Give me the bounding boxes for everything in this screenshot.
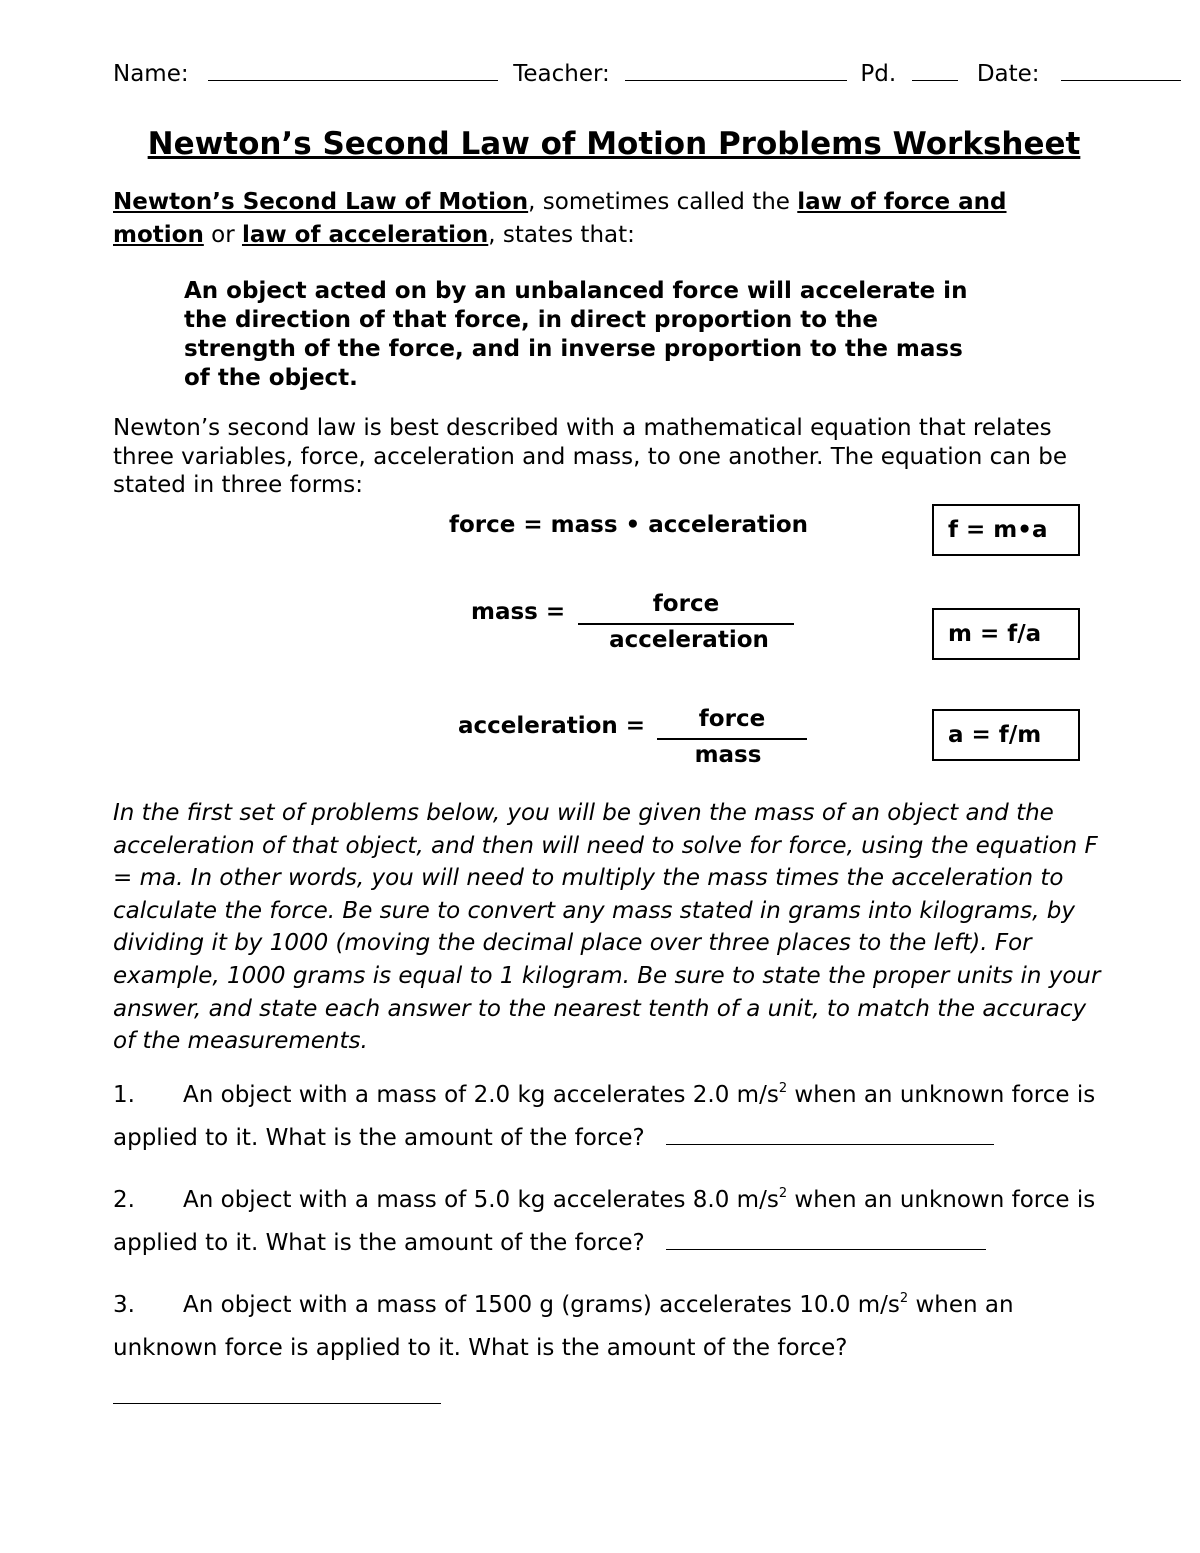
name-field[interactable] (208, 60, 498, 81)
superscript: 2 (899, 1291, 909, 1306)
intro-text-1: , sometimes called the (528, 189, 798, 215)
date-label: Date: (976, 61, 1040, 87)
mass-numerator: force (652, 591, 720, 617)
law-term: Newton’s Second Law of Motion (113, 189, 529, 215)
answer-blank[interactable] (113, 1403, 441, 1404)
intro-line-1 (113, 186, 1007, 218)
period-field[interactable] (912, 60, 958, 81)
question-text: An object with a mass of 2.0 kg accelerates 2.0 m/s (183, 1082, 779, 1108)
question-text: when an unknown force is applied to it. What is the amount of the force? (113, 1292, 1014, 1361)
mass-denominator: acceleration (609, 627, 769, 653)
acceleration-denominator: mass (694, 742, 762, 768)
law-line: strength of the force, and in inverse proportion to the mass (184, 336, 963, 362)
alt-name-1b: motion (113, 222, 204, 248)
question-text: An object with a mass of 5.0 kg accelerates 8.0 m/s (183, 1187, 779, 1213)
acceleration-fraction-bar (657, 738, 807, 740)
acceleration-formula: a = f/m (948, 722, 1042, 748)
mass-formula-box (932, 608, 1080, 660)
law-line: An object acted on by an unbalanced force will accelerate in (184, 278, 968, 304)
mass-fraction-bar (578, 623, 794, 625)
question-text: when an unknown force is applied to it. What is the amount of the force? (113, 1082, 1096, 1151)
force-formula-box (932, 504, 1080, 556)
question-2 (113, 1179, 1113, 1265)
law-statement (184, 277, 967, 393)
page-title: Newton’s Second Law of Motion Problems Worksheet (147, 126, 1081, 162)
mass-equation-lhs: mass = (471, 599, 566, 625)
date-field[interactable] (1061, 60, 1181, 81)
force-formula: f = m•a (948, 517, 1048, 543)
question-number: 2. (113, 1187, 135, 1213)
description (113, 414, 1067, 500)
teacher-field[interactable] (625, 60, 847, 81)
question-text: An object with a mass of 1500 g (grams) accelerates 10.0 m/s (183, 1292, 900, 1318)
question-3 (113, 1284, 1113, 1370)
description-line: Newton’s second law is best described with a mathematical equation that relates (113, 415, 1052, 441)
intro-text-3: , states that: (488, 222, 635, 248)
description-line: three variables, force, acceleration and mass, to one another. The equation can be (113, 443, 1067, 470)
superscript: 2 (778, 1186, 788, 1201)
intro-text-2: or (203, 222, 242, 248)
law-line: of the object. (184, 365, 358, 391)
teacher-label: Teacher: (513, 61, 610, 87)
question-number: 1. (113, 1082, 135, 1108)
question-1 (113, 1074, 1113, 1160)
intro-line-2 (113, 219, 635, 251)
alt-name-1a: law of force and (797, 189, 1007, 215)
superscript: 2 (778, 1081, 788, 1096)
acceleration-numerator: force (698, 706, 766, 732)
name-label: Name: (113, 61, 189, 87)
mass-formula: m = f/a (948, 621, 1042, 647)
question-text: when an unknown force is applied to it. What is the amount of the force? (113, 1187, 1096, 1256)
law-line: the direction of that force, in direct proportion to the (184, 307, 879, 333)
header-row (113, 60, 1181, 87)
force-equation: force = mass • acceleration (449, 512, 809, 538)
acceleration-formula-box (932, 709, 1080, 761)
answer-blank[interactable] (666, 1229, 986, 1250)
alt-name-2: law of acceleration (241, 222, 489, 248)
acceleration-equation-lhs: acceleration = (458, 713, 646, 739)
description-line: stated in three forms: (113, 472, 363, 498)
answer-blank[interactable] (666, 1124, 994, 1145)
question-number: 3. (113, 1292, 135, 1318)
period-label: Pd. (860, 61, 897, 87)
instructions: In the first set of problems below, you will be given the mass of an object and the acceleration of that object, and then will need to solve for force, using the equation F = ma. In other words, you will need to multiply the mass times the acceleration to calculate the force. Be sure to convert any mass stated in grams into kilograms, by dividing it by 1000 (moving the decimal place over three places to the left). For example, 1000 grams is equal to 1 kilogram. Be sure to state the proper units in your answer, and state each answer to the nearest tenth of a unit, to match the accuracy of the measurements. (113, 800, 1101, 1055)
